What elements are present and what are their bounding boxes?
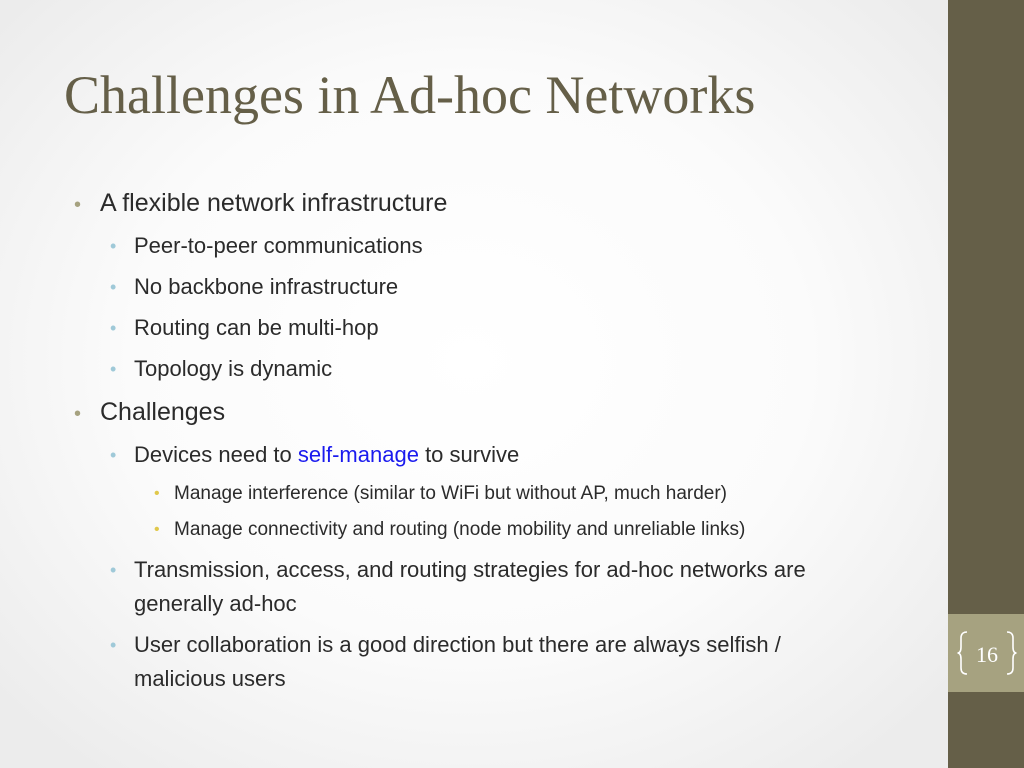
- bullet-dot-icon: •: [110, 318, 117, 338]
- bullet-dot-icon: •: [110, 359, 117, 379]
- page-number: 16: [976, 642, 998, 667]
- bullet-text: Topology is dynamic: [134, 356, 333, 381]
- slide-title: Challenges in Ad-hoc Networks: [64, 65, 756, 125]
- bullet-text-suffix: to survive: [418, 442, 520, 467]
- bullet-item-level2: [110, 229, 423, 263]
- bullet-item-level2: [110, 352, 333, 386]
- bullet-text-line2: generally ad-hoc: [134, 591, 297, 616]
- bullet-dot-icon: •: [74, 403, 82, 425]
- bullet-item-level3: [154, 518, 746, 542]
- bullet-item-level3: [154, 482, 727, 506]
- bullet-item-level2: [110, 438, 520, 472]
- highlighted-term: self-manage: [297, 442, 419, 467]
- bullet-text: Challenges: [100, 398, 226, 426]
- bullet-dot-icon: •: [74, 194, 82, 216]
- bullet-text-line1: User collaboration is a good direction but there are always selfish /: [134, 632, 781, 657]
- bullet-text: A flexible network infrastructure: [100, 189, 448, 217]
- bullet-text: Peer-to-peer communications: [134, 233, 423, 258]
- bullet-dot-icon: •: [154, 521, 160, 538]
- bullet-text-line2: malicious users: [134, 666, 286, 691]
- bullet-text-prefix: Devices need to: [134, 442, 298, 467]
- bullet-item-level1: [74, 188, 448, 218]
- bullet-item-level1: [74, 397, 226, 427]
- bullet-dot-icon: •: [154, 485, 160, 502]
- bullet-dot-icon: •: [110, 635, 117, 655]
- bullet-text: Manage connectivity and routing (node mobility and unreliable links): [174, 519, 746, 540]
- bullet-item-level2: [110, 628, 781, 696]
- bullet-item-level2: [110, 553, 806, 621]
- bullet-text: No backbone infrastructure: [134, 274, 399, 299]
- bullet-dot-icon: •: [110, 445, 117, 465]
- bullet-text-line1: Transmission, access, and routing strategies for ad-hoc networks are: [134, 557, 806, 582]
- bullet-text: Manage interference (similar to WiFi but without AP, much harder): [174, 483, 727, 504]
- bullet-dot-icon: •: [110, 560, 117, 580]
- bullet-dot-icon: •: [110, 277, 117, 297]
- bullet-item-level2: [110, 270, 399, 304]
- bullet-dot-icon: •: [110, 236, 117, 256]
- bullet-item-level2: [110, 311, 379, 345]
- bullet-text: Routing can be multi-hop: [134, 315, 379, 340]
